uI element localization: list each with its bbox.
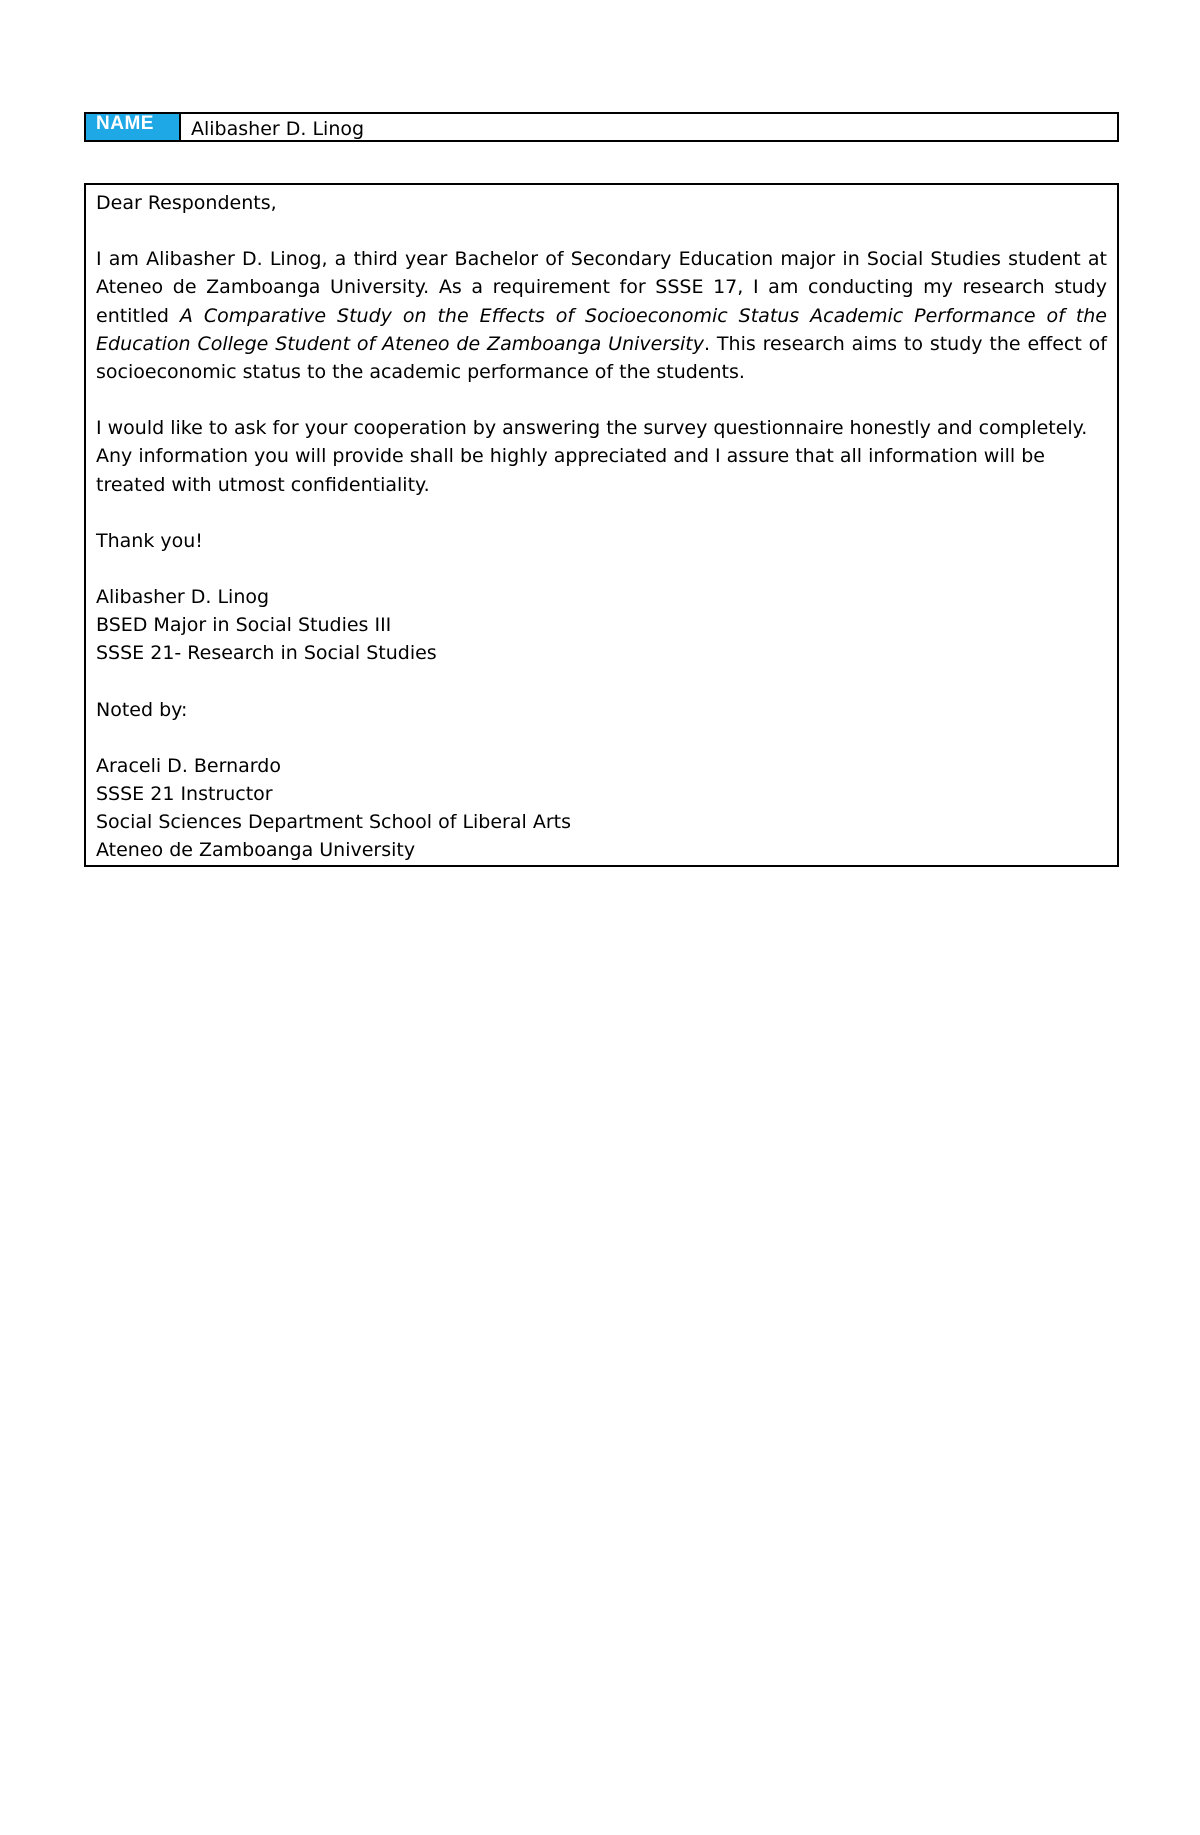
noted-by-department: Social Sciences Department School of Liberal Arts	[96, 811, 571, 834]
letter-box	[84, 183, 1119, 867]
signature-block	[96, 583, 1107, 668]
noted-by-position: SSSE 21 Instructor	[96, 783, 273, 806]
research-title: A Comparative Study on the Effects of Socioeconomic Status Academic Performance of the Education College Student of Ateneo de Zamboanga University	[96, 304, 1107, 355]
intro-text-end: . This research aims to study the effect of socioeconomic status to the academic performance of the students.	[96, 332, 1107, 384]
name-value: Alibasher D. Linog	[191, 118, 365, 140]
noted-by-label: Noted by:	[96, 698, 188, 721]
salutation: Dear Respondents,	[96, 192, 277, 214]
noted-by-university: Ateneo de Zamboanga University	[96, 839, 416, 862]
intro-paragraph	[96, 245, 1107, 386]
signature-program: BSED Major in Social Studies III	[96, 614, 392, 637]
request-line: treated with utmost confidentiality.	[96, 473, 430, 496]
name-field	[84, 112, 1119, 142]
signature-course: SSSE 21- Research in Social Studies	[96, 642, 437, 665]
noted-by-name: Araceli D. Bernardo	[96, 754, 281, 777]
request-paragraph	[96, 414, 1107, 499]
request-line: Any information you will provide shall be highly appreciated and I assure that all information will be	[96, 445, 1045, 468]
closing: Thank you!	[96, 529, 203, 552]
noted-by-block	[96, 752, 1107, 865]
name-label: NAME	[86, 114, 181, 140]
request-line: I would like to ask for your cooperation by answering the survey questionnaire honestly and completely.	[96, 417, 1088, 440]
signature-name: Alibasher D. Linog	[96, 586, 270, 609]
intro-text-start: I am Alibasher D. Linog, a third year Bachelor of Secondary Education major in Social Studies student at Ateneo de Zamboanga University. As a requirement for SSSE 17, I am conducting my research study entitled	[96, 248, 1107, 327]
